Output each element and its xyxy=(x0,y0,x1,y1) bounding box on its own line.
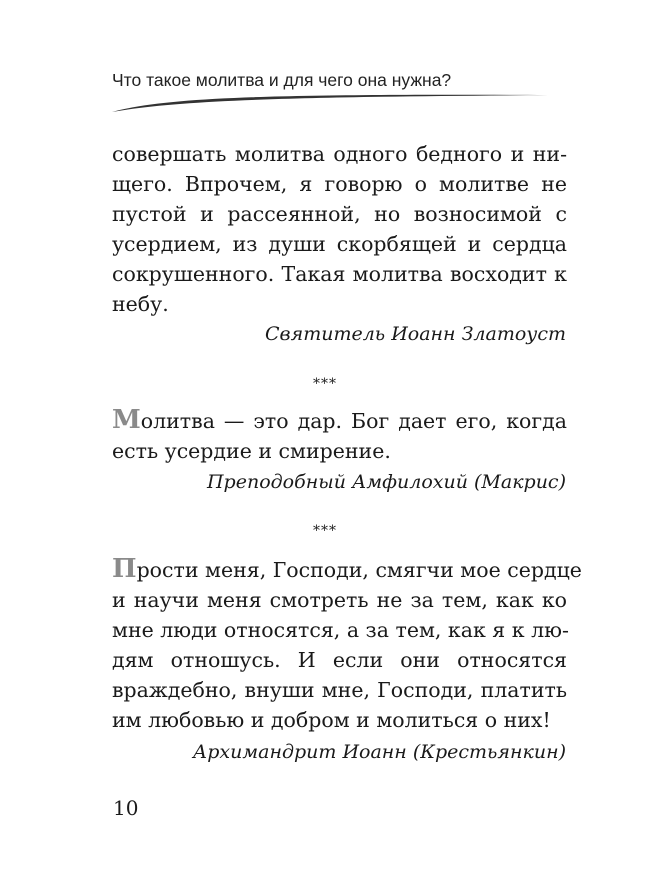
drop-cap-letter: М xyxy=(112,405,141,435)
passage-line: им любовью и добром и молиться о них! xyxy=(112,708,551,732)
quote-passage-1 xyxy=(112,139,567,319)
passage-line: дям отношусь. И если они относятся xyxy=(112,648,567,672)
quote-author-2: Преподобный Амфилохий (Макрис) xyxy=(206,471,566,493)
passage-line-text: рости меня, Господи, смягчи мое сердце xyxy=(136,558,582,582)
passage-line: и научи меня смотреть не за тем, как ко xyxy=(112,588,567,612)
passage-line-with-dropcap xyxy=(112,405,567,436)
header-swoosh-rule xyxy=(110,92,550,116)
passage-line: совершать молитва одного бедного и ни- xyxy=(112,142,567,166)
quote-passage-2 xyxy=(112,405,567,466)
passage-line: небу. xyxy=(112,292,169,316)
passage-line: мне люди относятся, а за тем, как я к лю- xyxy=(112,618,569,642)
quote-author-1: Святитель Иоанн Златоуст xyxy=(265,323,566,345)
quote-author-3: Архимандрит Иоанн (Крестьянкин) xyxy=(192,741,566,763)
passage-line-text: олитва — это дар. Бог дает его, когда xyxy=(140,409,567,433)
passage-line: враждебно, внуши мне, Господи, платить xyxy=(112,678,567,702)
section-separator: *** xyxy=(313,523,337,539)
section-separator: *** xyxy=(313,376,337,392)
passage-line: сокрушенного. Такая молитва восходит к xyxy=(112,262,567,286)
passage-line: пустой и рассеянной, но возносимой с xyxy=(112,202,567,226)
running-header: Что такое молитва и для чего она нужна? xyxy=(112,70,452,90)
passage-line: щего. Впрочем, я говорю о молитве не xyxy=(112,172,567,196)
passage-line: есть усердие и смирение. xyxy=(112,439,391,463)
quote-passage-3 xyxy=(112,554,582,735)
passage-line-with-dropcap xyxy=(112,554,582,585)
drop-cap-letter: П xyxy=(112,554,137,584)
page-number: 10 xyxy=(113,796,139,820)
passage-line: усердием, из души скорбящей и сердца xyxy=(112,232,567,256)
